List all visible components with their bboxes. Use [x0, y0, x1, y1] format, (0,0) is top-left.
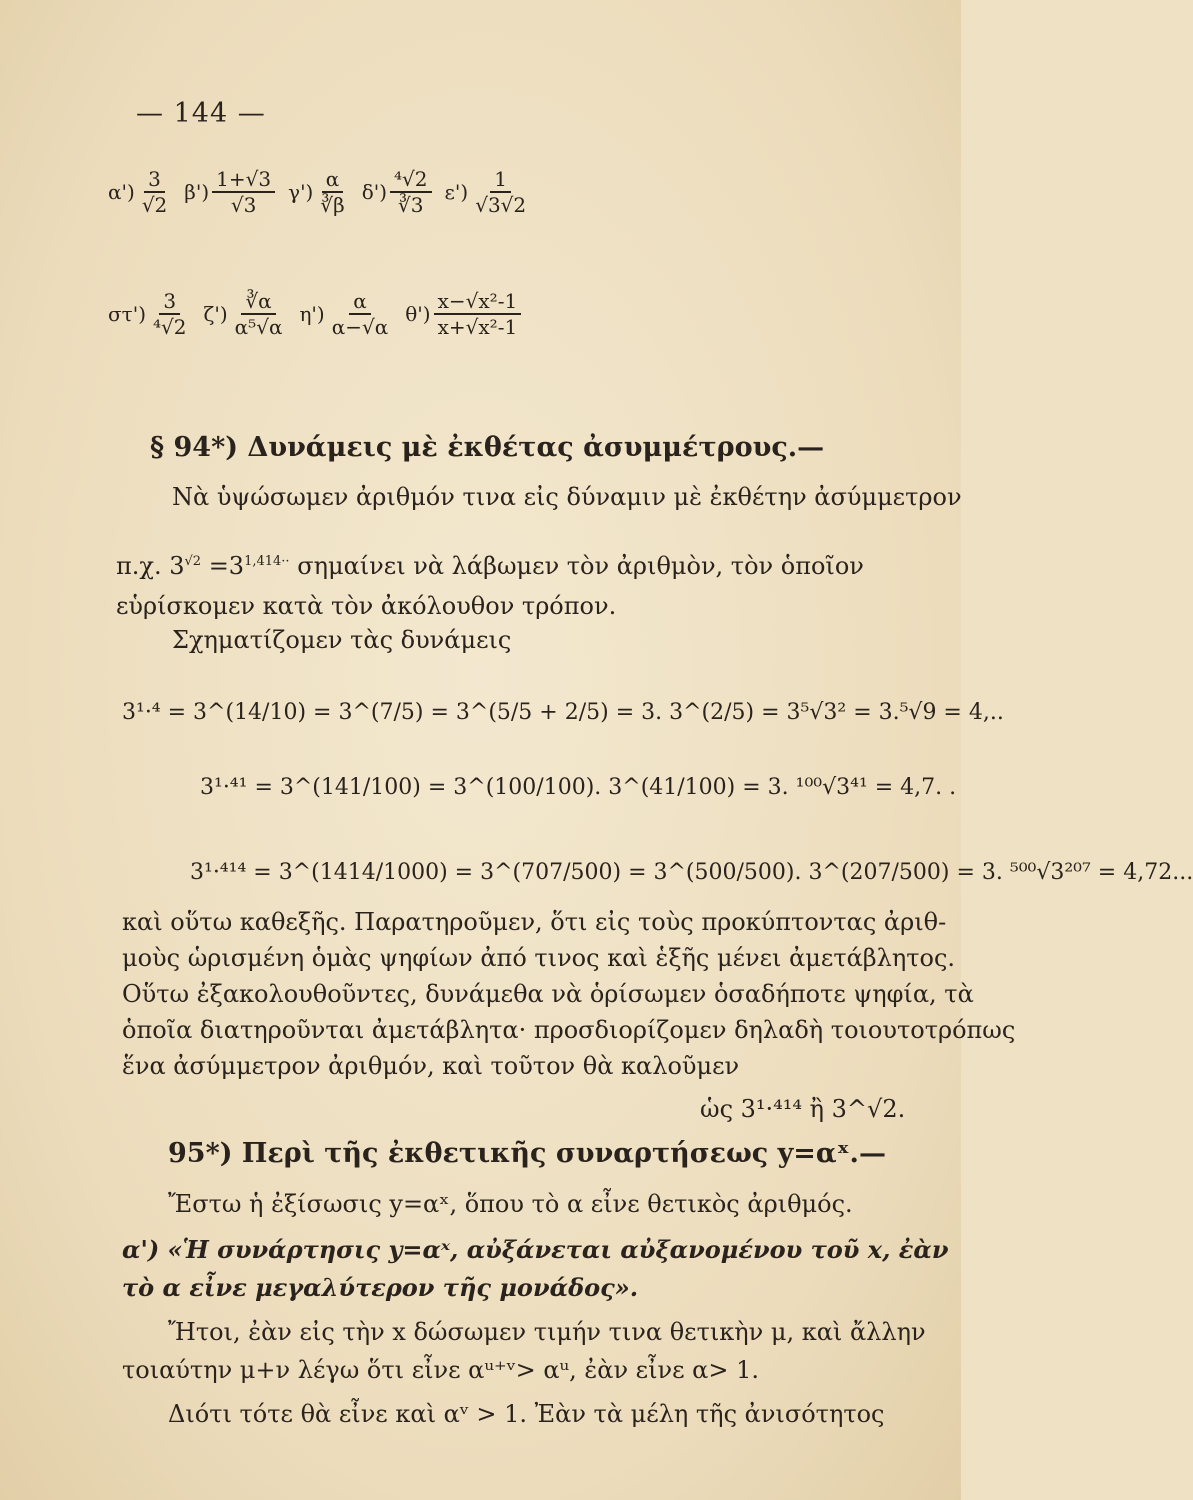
section-95-line-4: τοιαύτην μ+ν λέγω ὅτι εἶνε αᵘ⁺ᵛ> αᵘ, ἐὰν εἶνε α> 1. [122, 1356, 759, 1384]
section-95-line-5: Διότι τότε θὰ εἶνε καὶ αᵛ > 1. Ἐὰν τὰ μέλη τῆς ἀνισότητος [168, 1400, 885, 1428]
section-94-line-2: π.χ. $3^{√2} =3^{1,414\cdot\cdot}$ σημαίνει νὰ λάβωμεν τὸν ἀριθμὸν, τὸν ὁποῖον [116, 552, 864, 580]
exercise-label: θ') [405, 302, 431, 326]
paragraph-line: Οὕτω ἐξακολουθοῦντες, δυνάμεθα νὰ ὁρίσωμεν ὁσαδήποτε ψηφία, τὰ [122, 980, 974, 1008]
exercise-fraction: $\frac{\alpha}{\alpha-√\alpha}$ [331, 289, 389, 339]
exercise-fraction: $\frac{1+√3}{√3}$ [212, 168, 275, 216]
section-94-line-3: εὑρίσκομεν κατὰ τὸν ἀκόλουθον τρόπον. [116, 592, 617, 620]
exercise-fraction: $\frac{1}{√3√2}$ [475, 167, 527, 217]
section-94-title: § 94*) Δυνάμεις μὲ ἐκθέτας ἀσυμμέτρους.— [150, 432, 825, 463]
paragraph-line: μοὺς ὡρισμένη ὁμὰς ψηφίων ἀπό τινος καὶ ἑξῆς μένει ἀμετάβλητος. [122, 944, 956, 972]
exercise-label: ε') [444, 180, 469, 204]
exercise-label: α') [108, 180, 135, 204]
exercise-fraction: $\frac{∛\alpha}{\text{α⁵√α}}$ [234, 289, 283, 339]
paragraph-line: ὁποῖα διατηροῦνται ἀμετάβλητα· προσδιορίζομεν δηλαδὴ τοιουτοτρόπως [122, 1016, 1016, 1044]
page-number: — 144 — [136, 98, 266, 129]
exercise-label: δ') [361, 180, 388, 204]
exercise-label: γ') [288, 180, 314, 204]
section-95-title: 95*) Περὶ τῆς ἐκθετικῆς συναρτήσεως y=αˣ.— [168, 1138, 886, 1169]
section-94-line-1: Νὰ ὑψώσωμεν ἀριθμόν τινα εἰς δύναμιν μὲ ἐκθέτην ἀσύμμετρον [172, 483, 962, 511]
equation-3: 3¹·⁴¹⁴ = 3^(1414/1000) = 3^(707/500) = 3^(500/500). 3^(207/500) = 3. ⁵⁰⁰√3²⁰⁷ = 4,72... [190, 860, 1193, 885]
equation-1: 3¹·⁴ = 3^(14/10) = 3^(7/5) = 3^(5/5 + 2/5) = 3. 3^(2/5) = 3⁵√3² = 3.⁵√9 = 4,.. [122, 700, 1004, 725]
exercise-label: η') [299, 302, 325, 326]
section-95-line-3: Ἤτοι, ἐὰν εἰς τὴν x δώσωμεν τιμήν τινα θετικὴν μ, καὶ ἄλλην [168, 1318, 926, 1346]
exercise-label: β') [184, 180, 210, 204]
equation-2: 3¹·⁴¹ = 3^(141/100) = 3^(100/100). 3^(41/100) = 3. ¹⁰⁰√3⁴¹ = 4,7. . [200, 775, 957, 800]
section-95-line-1: Ἔστω ἡ ἐξίσωσις y=αˣ, ὅπου τὸ α εἶνε θετικὸς ἀριθμός. [168, 1190, 853, 1218]
exercise-label: στ') [108, 302, 147, 326]
exercise-fraction: $\frac{\text{x−√x²-1}}{\text{x+√x²-1}}$ [434, 290, 522, 338]
exercise-fraction: $\frac{\text{⁴√2}}{∛3}$ [390, 168, 432, 216]
exercise-label: ζ') [203, 302, 228, 326]
paragraph-line: καὶ οὕτω καθεξῆς. Παρατηροῦμεν, ὅτι εἰς τοὺς προκύπτοντας ἀριθ- [122, 908, 947, 936]
section-95-proposition-cont: τὸ α εἶνε μεγαλύτερον τῆς μονάδος». [122, 1273, 639, 1302]
exercise-fraction: $\frac{\alpha}{∛\beta}$ [320, 167, 345, 217]
exercise-fraction: $\frac{3}{√2}$ [141, 167, 168, 217]
closing-expression: ὡς 3¹·⁴¹⁴ ἢ 3^√2. [700, 1095, 906, 1123]
exercises-row-1 [108, 168, 533, 216]
exercise-fraction: $\frac{3}{\text{⁴√2}}$ [153, 289, 187, 339]
section-94-line-4: Σχηματίζομεν τὰς δυνάμεις [172, 626, 512, 654]
section-95-proposition: α') «Ἡ συνάρτησις y=αˣ, αὐξάνεται αὐξανομένου τοῦ x, ἐὰν [122, 1235, 949, 1264]
exercises-row-2 [108, 290, 524, 338]
paragraph-line: ἕνα ἀσύμμετρον ἀριθμόν, καὶ τοῦτον θὰ καλοῦμεν [122, 1052, 740, 1080]
